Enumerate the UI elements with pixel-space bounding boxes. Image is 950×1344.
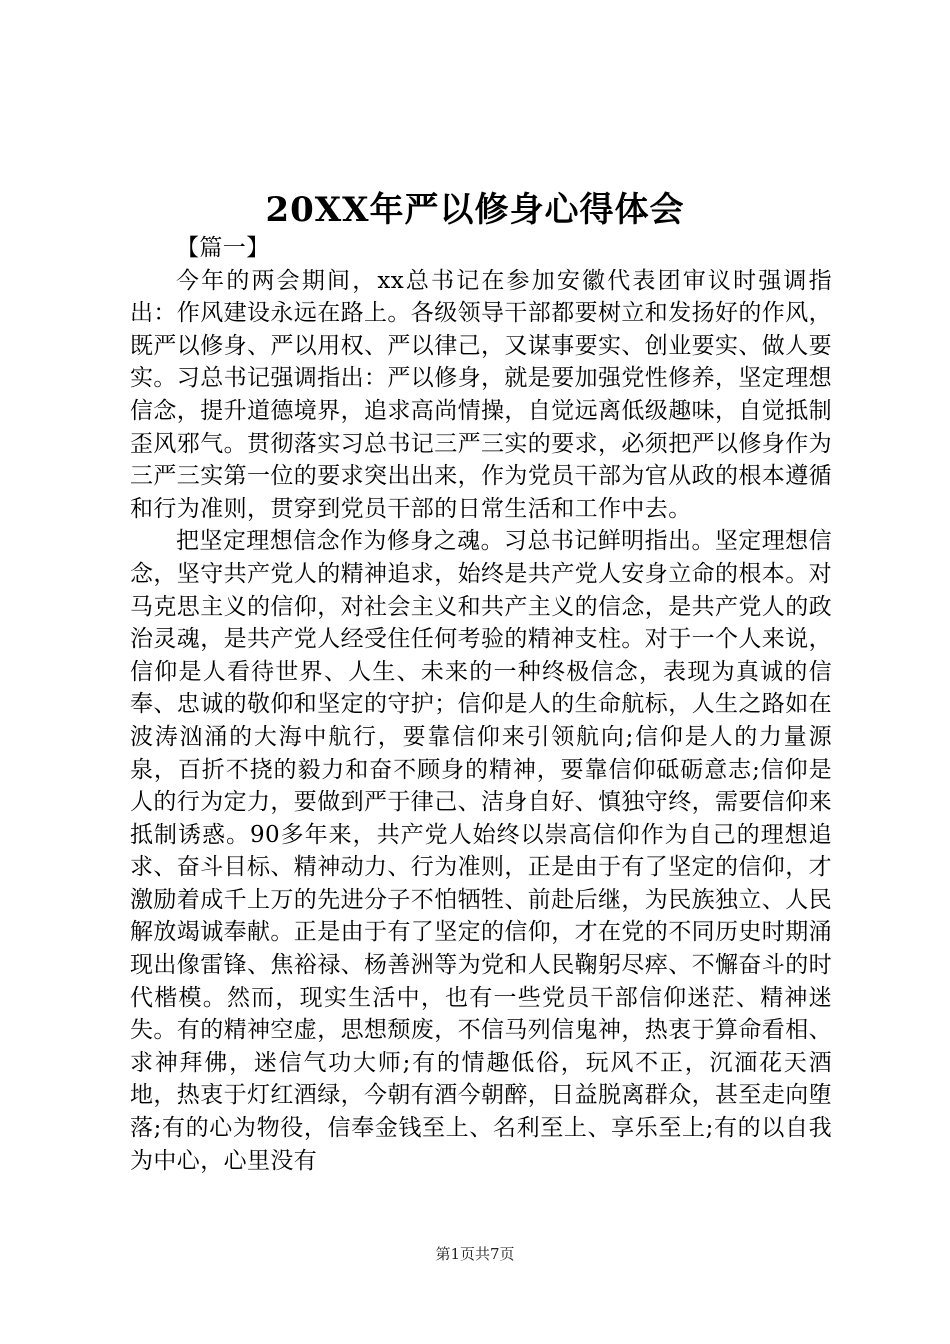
paragraph-1: 今年的两会期间，xx总书记在参加安徽代表团审议时强调指出：作风建设永远在路上。各级领导干部都要树立和发扬好的作风，既严以修身、严以用权、严以律己，又谋事要实、创业要实、做人要实。习总书记强调指出：严以修身，就是要加强党性修养，坚定理想信念，提升道德境界，追求高尚情操，自觉远离低级趣味，自觉抵制歪风邪气。贯彻落实习总书记三严三实的要求，必须把严以修身作为三严三实第一位的要求突出出来，作为党员干部为官从政的根本遵循和行为准则，贯穿到党员干部的日常生活和工作中去。	[130, 267, 832, 522]
document-title: 20XX年严以修身心得体会	[265, 190, 685, 230]
section-heading: 【篇一】	[176, 235, 270, 261]
page-footer	[0, 1244, 950, 1264]
page-total: 共7页	[475, 1245, 515, 1263]
page-number: 第1页	[435, 1245, 475, 1263]
document-body	[130, 232, 832, 1177]
paragraph-2: 把坚定理想信念作为修身之魂。习总书记鲜明指出。坚定理想信念，坚守共产党人的精神追求，始终是共产党人安身立命的根本。对马克思主义的信仰，对社会主义和共产主义的信念，是共产党人的政治灵魂，是共产党人经受住任何考验的精神支柱。对于一个人来说，信仰是人看待世界、人生、未来的一种终极信念，表现为真诚的信奉、忠诚的敬仰和坚定的守护；信仰是人的生命航标，人生之路如在波涛汹涌的大海中航行，要靠信仰来引领航向;信仰是人的力量源泉，百折不挠的毅力和奋不顾身的精神，要靠信仰砥砺意志;信仰是人的行为定力，要做到严于律己、洁身自好、慎独守终，需要信仰来抵制诱惑。90多年来，共产党人始终以崇高信仰作为自己的理想追求、奋斗目标、精神动力、行为准则，正是由于有了坚定的信仰，才激励着成千上万的先进分子不怕牺牲、前赴后继，为民族独立、人民解放竭诚奉献。正是由于有了坚定的信仰，才在党的不同历史时期涌现出像雷锋、焦裕禄、杨善洲等为党和人民鞠躬尽瘁、不懈奋斗的时代楷模。然而，现实生活中，也有一些党员干部信仰迷茫、精神迷失。有的精神空虚，思想颓废，不信马列信鬼神，热衷于算命看相、求神拜佛，迷信气功大师;有的情趣低俗，玩风不正，沉湎花天酒地，热衷于灯红酒绿，今朝有酒今朝醉，日益脱离群众，甚至走向堕落;有的心为物役，信奉金钱至上、名利至上、享乐至上;有的以自我为中心，心里没有	[130, 528, 832, 1174]
